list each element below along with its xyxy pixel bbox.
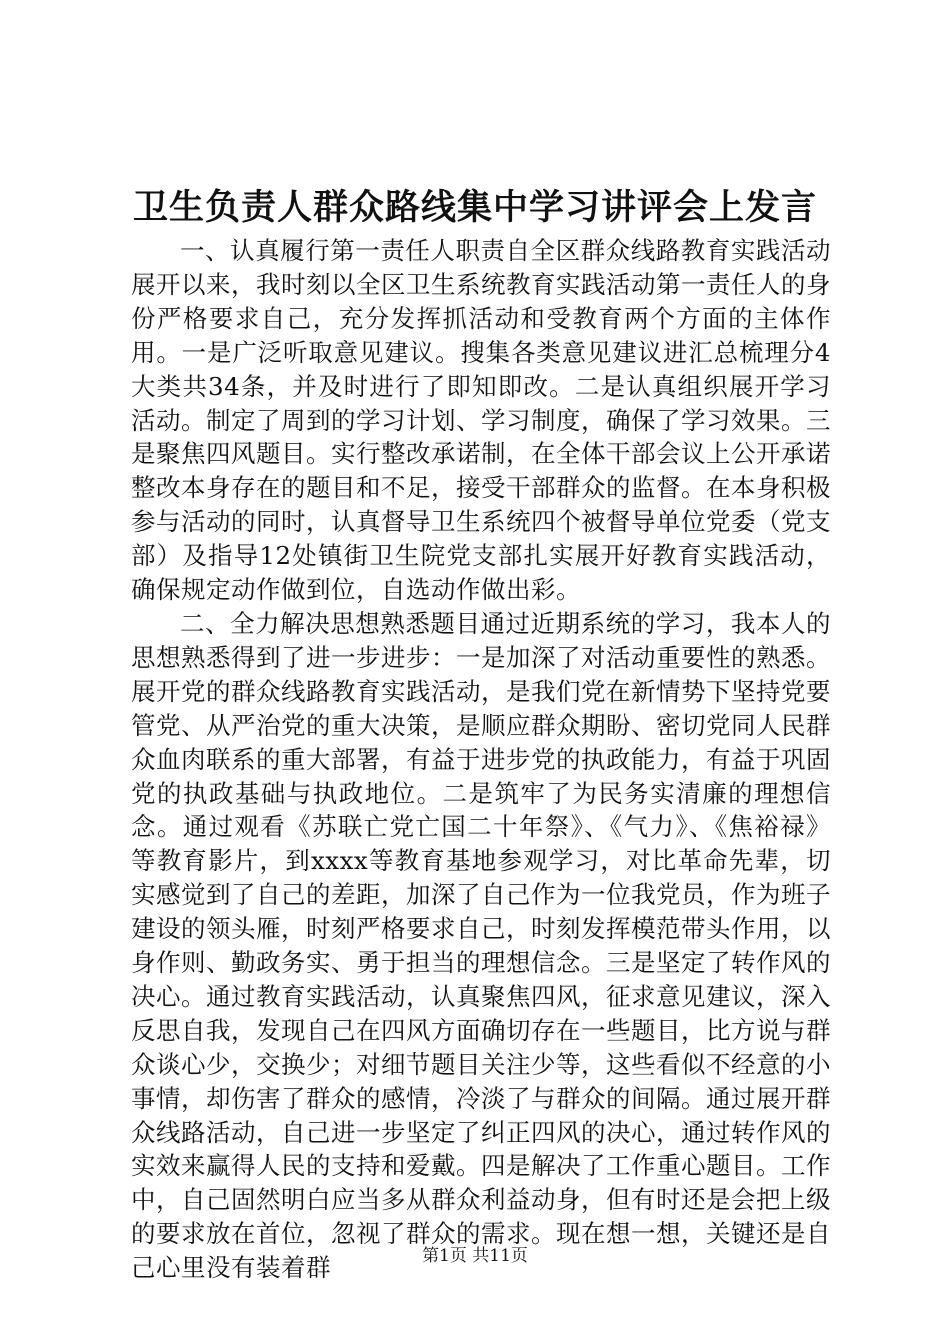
paragraph-1: 一、认真履行第一责任人职责自全区群众线路教育实践活动展开以来，我时刻以全区卫生系统教育实践活动第一责任人的身份严格要求自己，充分发挥抓活动和受教育两个方面的主体作用。一是广泛听取意见建议。搜集各类意见建议进汇总梳理分4大类共34条，并及时进行了即知即改。二是认真组织展开学习活动。制定了周到的学习计划、学习制度，确保了学习效果。三是聚焦四风题目。实行整改承诺制，在全体干部会议上公开承诺整改本身存在的题目和不足，接受干部群众的监督。在本身积极参与活动的同时，认真督导卫生系统四个被督导单位党委（党支部）及指导12处镇街卫生院党支部扎实展开好教育实践活动，确保规定动作做到位，自选动作做出彩。	[131, 236, 831, 605]
document-title: 卫生负责人群众路线集中学习讲评会上发言	[132, 187, 817, 228]
paragraph-2: 二、全力解决思想熟悉题目通过近期系统的学习，我本人的思想熟悉得到了进一步进步：一是加深了对活动重要性的熟悉。展开党的群众线路教育实践活动，是我们党在新情势下坚持党要管党、从严治党的重大决策，是顺应群众期盼、密切党同人民群众血肉联系的重大部署，有益于进步党的执政能力，有益于巩固党的执政基础与执政地位。二是筑牢了为民务实清廉的理想信念。通过观看《苏联亡党亡国二十年祭》、《气力》、《焦裕禄》等教育影片，到xxxx等教育基地参观学习，对比革命先辈，切实感觉到了自己的差距，加深了自己作为一位我党员，作为班子建设的领头雁，时刻严格要求自己，时刻发挥模范带头作用，以身作则、勤政务实、勇于担当的理想信念。三是坚定了转作风的决心。通过教育实践活动，认真聚焦四风，征求意见建议，深入反思自我，发现自己在四风方面确切存在一些题目，比方说与群众谈心少，交换少；对细节题目关注少等，这些看似不经意的小事情，却伤害了群众的感情，冷淡了与群众的间隔。通过展开群众线路活动，自己进一步坚定了纠正四风的决心，通过转作风的实效来赢得人民的支持和爱戴。四是解决了工作重心题目。工作中，自己固然明白应当多从群众利益动身，但有时还是会把上级的要求放在首位，忽视了群众的需求。现在想一想，关键还是自己心里没有装着群	[131, 608, 831, 1283]
document-body	[131, 234, 831, 1285]
page-footer: 第1页 共11页	[422, 1246, 528, 1266]
